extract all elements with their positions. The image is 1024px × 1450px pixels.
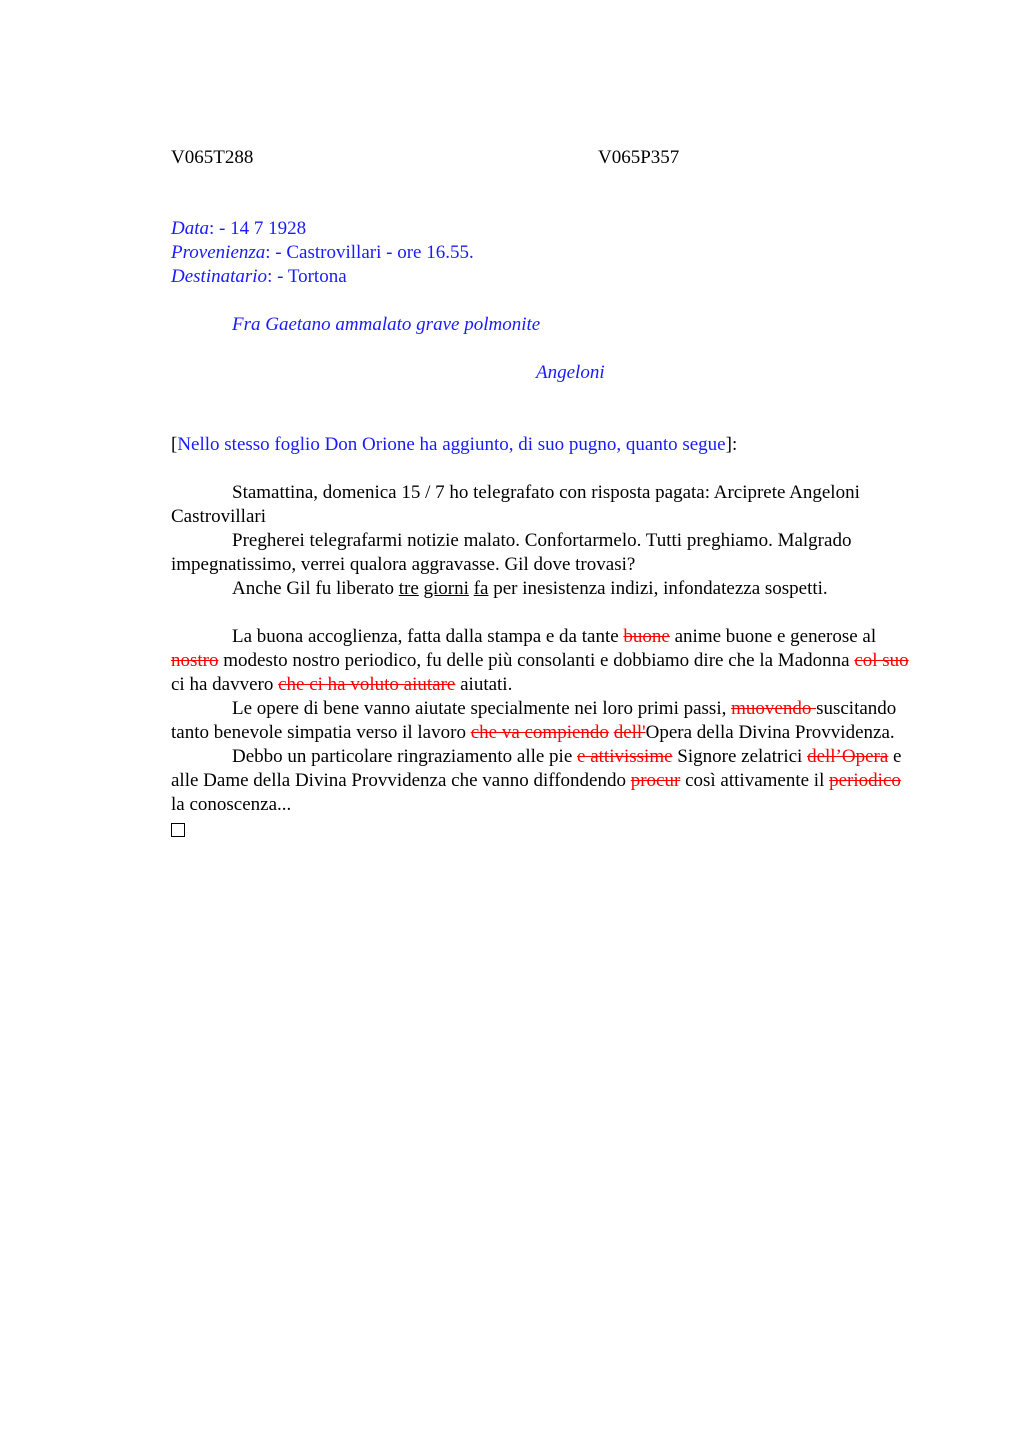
telegram-signature: Angeloni xyxy=(536,362,605,383)
meta-origin: Provenienza: - Castrovillari - ore 16.55. xyxy=(171,242,474,263)
handwritten-addition xyxy=(171,481,919,601)
paragraph: La buona accoglienza, fatta dalla stampa e da tante buone anime buone e generose al nostro modesto nostro periodico, fu delle più consolanti e dobbiamo dire che la Madonna col suo ci ha davvero che ci ha voluto aiutare aiutati. xyxy=(171,626,909,695)
editor-note: [Nello stesso foglio Don Orione ha aggiunto, di suo pugno, quanto segue]: xyxy=(171,434,738,455)
deleted-text: dell’Opera xyxy=(807,746,889,767)
deleted-text: dell' xyxy=(613,722,646,743)
deleted-text: nostro xyxy=(171,650,219,671)
draft-text xyxy=(171,625,919,844)
deleted-text: e attivissime xyxy=(577,746,673,767)
meta-date: Data: - 14 7 1928 xyxy=(171,218,307,239)
deleted-text: procur xyxy=(630,770,681,791)
deleted-text: periodico xyxy=(829,770,901,791)
code-left: V065T288 xyxy=(171,147,254,168)
telegram-metadata xyxy=(171,217,919,289)
document-page xyxy=(171,146,919,844)
paragraph: Debbo un particolare ringraziamento alle pie e attivissime Signore zelatrici dell’Opera e alle Dame della Divina Provvidenza che vanno diffondendo procur così attivamente il periodico la conoscenza... xyxy=(171,746,902,815)
deleted-text: che ci ha voluto aiutare xyxy=(278,674,456,695)
deleted-text: muovendo xyxy=(731,698,817,719)
telegram-message: Fra Gaetano ammalato grave polmonite xyxy=(232,314,541,335)
paragraph: Pregherei telegrafarmi notizie malato. Confortarmelo. Tutti preghiamo. Malgrado impegnatissimo, verrei qualora aggravasse. Gil dove trovasi? xyxy=(171,530,852,575)
deleted-text: col suo xyxy=(854,650,909,671)
paragraph: Le opere di bene vanno aiutate specialmente nei loro primi passi, muovendo suscitando tanto benevole simpatia verso il lavoro che va compiendo dell'Opera della Divina Provvidenza. xyxy=(171,698,897,743)
code-right: V065P357 xyxy=(598,147,680,168)
paragraph: Stamattina, domenica 15 / 7 ho telegrafato con risposta pagata: Arciprete Angeloni Castrovillari xyxy=(171,482,860,527)
deleted-text: che va compiendo xyxy=(470,722,609,743)
deleted-text: buone xyxy=(623,626,670,647)
paragraph: Anche Gil fu liberato tre giorni fa per inesistenza indizi, infondatezza sospetti. xyxy=(232,578,828,599)
square-outline-icon xyxy=(171,823,185,837)
document-codes xyxy=(171,146,919,170)
meta-recipient: Destinatario: - Tortona xyxy=(171,266,347,287)
